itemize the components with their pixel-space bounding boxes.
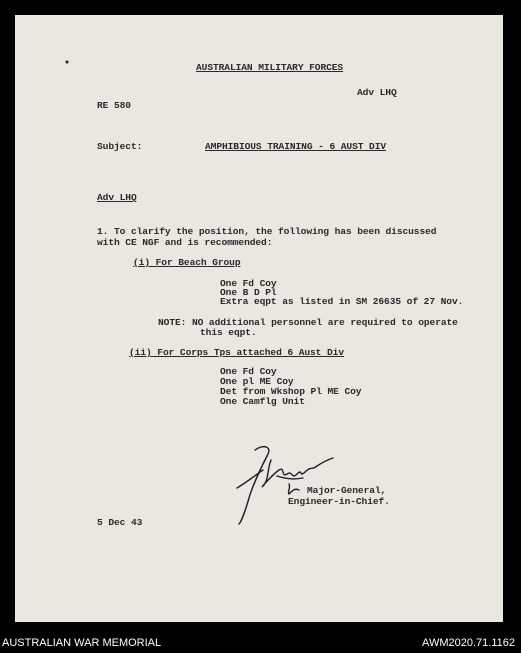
accession-number: AWM2020.71.1162	[422, 637, 515, 649]
document-date: 5 Dec 43	[97, 517, 143, 528]
note-line-1: NOTE: NO additional personnel are required to operate	[158, 317, 458, 328]
addressee-top: Adv LHQ	[357, 87, 397, 98]
item-1-line: One Fd Coy	[220, 278, 277, 289]
signatory-title: Engineer-in-Chief.	[288, 496, 390, 507]
punch-mark-icon	[64, 59, 70, 65]
item-2-line: One Camflg Unit	[220, 396, 305, 407]
item-1-line: Extra eqpt as listed in SM 26635 of 27 Nov.	[220, 296, 464, 307]
item-1-heading-text: (i) For Beach Group	[133, 257, 241, 268]
item-2-line: One Fd Coy	[220, 366, 277, 377]
paragraph-1-line-2: with CE NGF and is recommended:	[97, 237, 273, 248]
document-heading: AUSTRALIAN MILITARY FORCES	[196, 62, 344, 73]
subject-text: AMPHIBIOUS TRAINING - 6 AUST DIV	[205, 141, 387, 152]
addressee: Adv LHQ	[97, 192, 137, 203]
signatory-rank: Major-General,	[307, 485, 387, 496]
item-1-heading	[133, 257, 241, 268]
subject-label: Subject:	[97, 141, 143, 152]
item-2-line: Det from Wkshop Pl ME Coy	[220, 386, 362, 397]
note-line-2: this eqpt.	[200, 327, 257, 338]
institution-credit: AUSTRALIAN WAR MEMORIAL	[2, 637, 162, 649]
item-2-line: One pl ME Coy	[220, 376, 294, 387]
item-1-line: One B D Pl	[220, 287, 277, 298]
item-2-heading: (ii) For Corps Tps attached 6 Aust Div	[129, 347, 344, 358]
paragraph-1-line-1: 1. To clarify the position, the following has been discussed	[97, 226, 437, 237]
reference-number: RE 580	[97, 100, 131, 111]
